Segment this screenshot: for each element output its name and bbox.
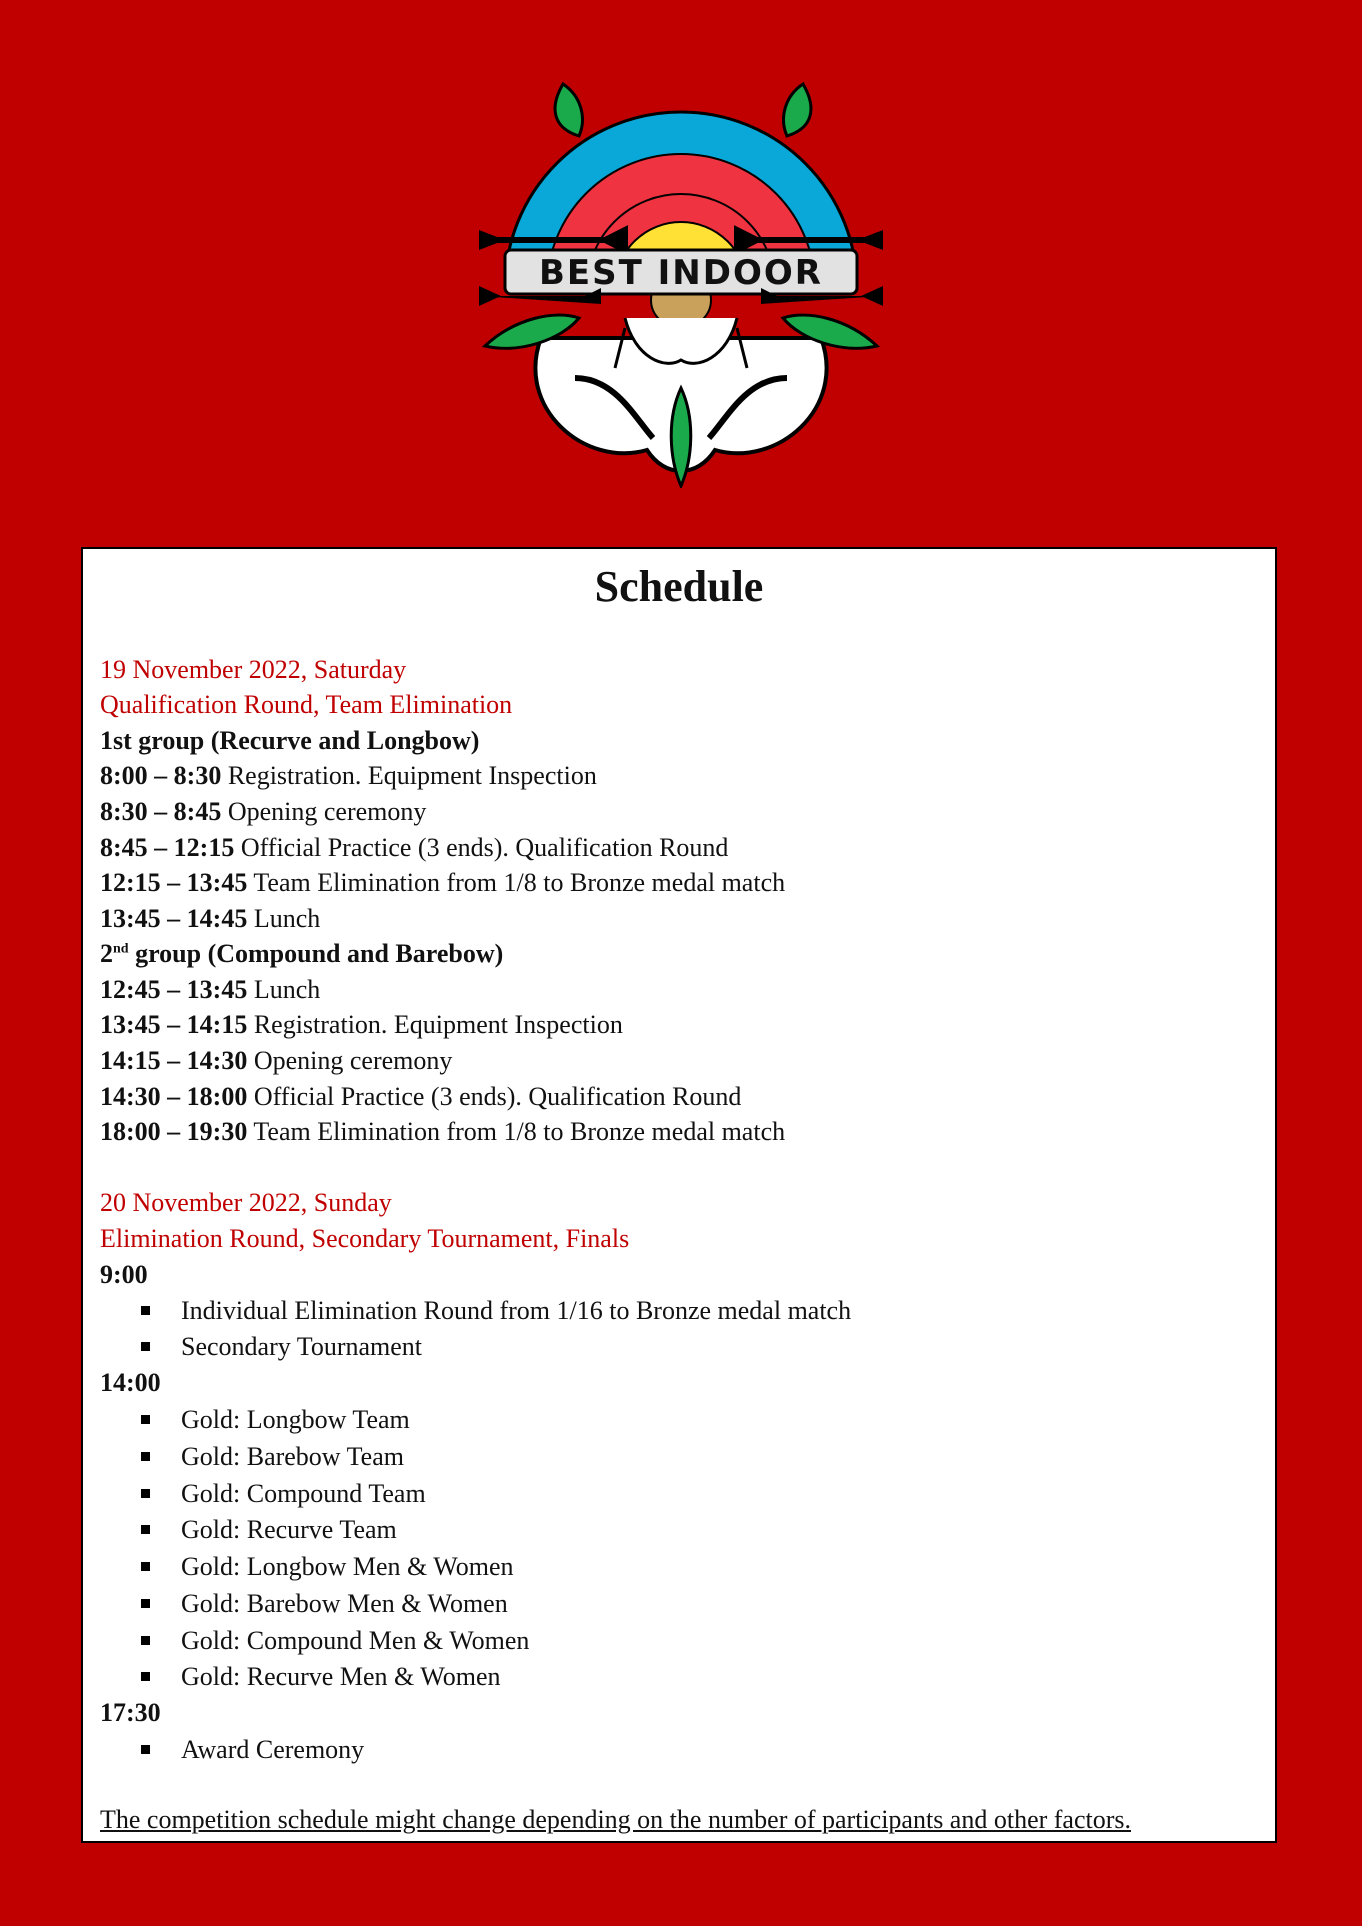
list-item: Gold: Compound Team xyxy=(181,1479,426,1508)
bullet-icon xyxy=(141,1745,150,1754)
entry-text: Registration. Equipment Inspection xyxy=(221,761,597,790)
entry-time: 12:15 – 13:45 xyxy=(100,868,248,897)
list-item: Gold: Recurve Team xyxy=(181,1515,397,1544)
group2-heading-rest: group (Compound and Barebow) xyxy=(128,939,504,968)
entry-text: Registration. Equipment Inspection xyxy=(247,1010,623,1039)
schedule-entry xyxy=(100,903,320,935)
day2-date: 20 November 2022, Sunday xyxy=(100,1188,392,1217)
entry-time: 8:45 – 12:15 xyxy=(100,833,235,862)
schedule-entry xyxy=(100,1009,623,1041)
list-item: Gold: Recurve Men & Women xyxy=(181,1662,501,1691)
entry-time: 8:00 – 8:30 xyxy=(100,761,222,790)
group1-heading: 1st group (Recurve and Longbow) xyxy=(100,726,480,755)
logo-text: BEST INDOOR xyxy=(539,253,823,293)
block-time: 14:00 xyxy=(100,1368,161,1397)
schedule-title: Schedule xyxy=(594,562,764,611)
bullet-icon xyxy=(141,1306,150,1315)
list-item: Gold: Longbow Men & Women xyxy=(181,1552,514,1581)
schedule-entry xyxy=(100,1116,785,1148)
entry-text: Opening ceremony xyxy=(247,1046,453,1075)
block-time: 9:00 xyxy=(100,1260,148,1289)
entry-text: Team Elimination from 1/8 to Bronze medal match xyxy=(247,868,786,897)
entry-time: 14:15 – 14:30 xyxy=(100,1046,248,1075)
bullet-icon xyxy=(141,1489,150,1498)
entry-time: 13:45 – 14:45 xyxy=(100,904,248,933)
schedule-entry xyxy=(100,867,785,899)
entry-text: Lunch xyxy=(247,975,321,1004)
entry-text: Team Elimination from 1/8 to Bronze medal match xyxy=(247,1117,786,1146)
bullet-icon xyxy=(141,1525,150,1534)
entry-time: 13:45 – 14:15 xyxy=(100,1010,248,1039)
schedule-entry xyxy=(100,1081,741,1113)
list-item: Gold: Barebow Men & Women xyxy=(181,1589,508,1618)
entry-time: 8:30 – 8:45 xyxy=(100,797,222,826)
list-item: Gold: Compound Men & Women xyxy=(181,1626,530,1655)
schedule-entry xyxy=(100,832,728,864)
bullet-icon xyxy=(141,1636,150,1645)
entry-time: 14:30 – 18:00 xyxy=(100,1082,248,1111)
block-time: 17:30 xyxy=(100,1698,161,1727)
best-indoor-logo xyxy=(475,78,887,488)
group2-heading-sup: nd xyxy=(113,941,129,957)
list-item: Secondary Tournament xyxy=(181,1332,423,1361)
day2-subtitle: Elimination Round, Secondary Tournament, Finals xyxy=(100,1224,630,1253)
entry-time: 12:45 – 13:45 xyxy=(100,975,248,1004)
list-item: Gold: Barebow Team xyxy=(181,1442,404,1471)
entry-text: Official Practice (3 ends). Qualification Round xyxy=(234,833,729,862)
list-item: Gold: Longbow Team xyxy=(181,1405,410,1434)
day1-subtitle: Qualification Round, Team Elimination xyxy=(100,690,513,719)
bullet-icon xyxy=(141,1562,150,1571)
group2-heading-num: 2 xyxy=(100,939,113,968)
bullet-icon xyxy=(141,1599,150,1608)
schedule-entry xyxy=(100,1045,452,1077)
entry-time: 18:00 – 19:30 xyxy=(100,1117,248,1146)
bullet-icon xyxy=(141,1452,150,1461)
schedule-entry xyxy=(100,974,320,1006)
list-item: Individual Elimination Round from 1/16 to Bronze medal match xyxy=(181,1296,852,1325)
entry-text: Official Practice (3 ends). Qualification Round xyxy=(247,1082,742,1111)
list-item: Award Ceremony xyxy=(181,1735,365,1764)
entry-text: Opening ceremony xyxy=(221,797,427,826)
bullet-icon xyxy=(141,1672,150,1681)
group2-heading xyxy=(100,938,503,970)
bullet-icon xyxy=(141,1415,150,1424)
schedule-card xyxy=(81,547,1277,1843)
schedule-disclaimer: The competition schedule might change depending on the number of participants and other factors. xyxy=(100,1805,1132,1834)
schedule-entry xyxy=(100,760,597,792)
schedule-entry xyxy=(100,796,426,828)
bullet-icon xyxy=(141,1342,150,1351)
day1-date: 19 November 2022, Saturday xyxy=(100,655,407,684)
entry-text: Lunch xyxy=(247,904,321,933)
